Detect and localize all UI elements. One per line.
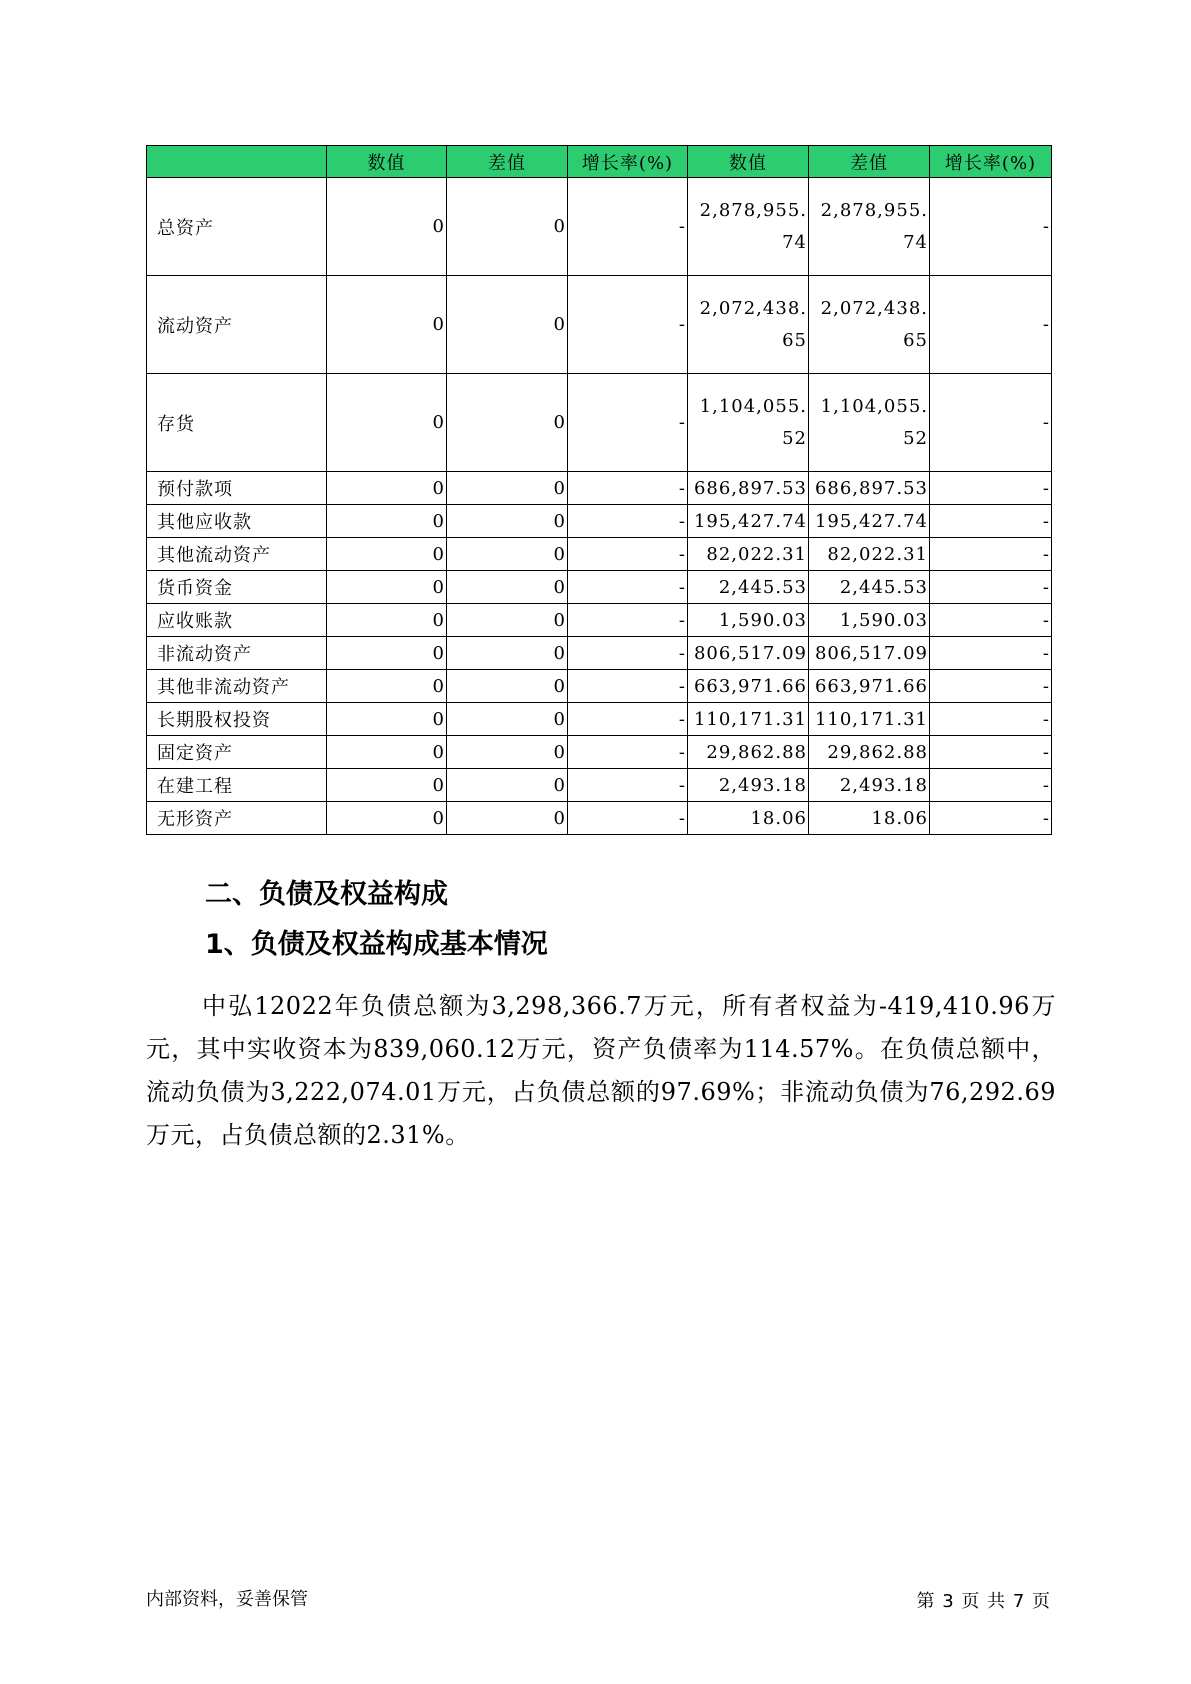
table-row	[147, 670, 1052, 703]
table-row	[147, 472, 1052, 505]
diff-cell: 0	[447, 670, 568, 703]
row-label: 货币资金	[147, 571, 327, 604]
value-cell: 29,862.88	[688, 736, 809, 769]
value-cell: 0	[327, 571, 447, 604]
table-row	[147, 571, 1052, 604]
growth-rate-cell: -	[568, 571, 688, 604]
value-cell: 0	[327, 178, 447, 276]
section-heading: 二、负债及权益构成	[205, 879, 448, 910]
growth-rate-cell: -	[568, 604, 688, 637]
diff-cell	[809, 374, 930, 472]
value-cell: 806,517.09	[688, 637, 809, 670]
row-label: 其他非流动资产	[147, 670, 327, 703]
row-label: 预付款项	[147, 472, 327, 505]
row-label: 非流动资产	[147, 637, 327, 670]
value-cell: 0	[327, 538, 447, 571]
growth-rate-cell: -	[930, 802, 1052, 835]
wrapped-number: 2,878,955.74	[820, 199, 928, 253]
diff-cell: 0	[447, 637, 568, 670]
row-label: 应收账款	[147, 604, 327, 637]
diff-cell: 0	[447, 571, 568, 604]
table-row	[147, 276, 1052, 374]
value-cell: 110,171.31	[688, 703, 809, 736]
growth-rate-cell: -	[568, 670, 688, 703]
wrapped-number: 2,072,438.65	[820, 297, 928, 351]
table-row	[147, 374, 1052, 472]
diff-cell: 1,590.03	[809, 604, 930, 637]
value-cell	[688, 374, 809, 472]
wrapped-number: 2,878,955.74	[699, 199, 807, 253]
diff-cell: 0	[447, 703, 568, 736]
table-row	[147, 703, 1052, 736]
value-cell: 663,971.66	[688, 670, 809, 703]
growth-rate-cell: -	[930, 538, 1052, 571]
wrapped-number: 1,104,055.52	[820, 395, 928, 449]
table-row	[147, 604, 1052, 637]
value-cell: 0	[327, 802, 447, 835]
value-cell: 0	[327, 374, 447, 472]
table-row	[147, 505, 1052, 538]
growth-rate-cell: -	[930, 571, 1052, 604]
growth-rate-cell: -	[930, 736, 1052, 769]
growth-rate-cell: -	[930, 703, 1052, 736]
growth-rate-cell: -	[930, 505, 1052, 538]
growth-rate-cell: -	[568, 374, 688, 472]
row-label: 在建工程	[147, 769, 327, 802]
header-cell: 差值	[447, 146, 568, 178]
growth-rate-cell: -	[568, 736, 688, 769]
value-cell: 1,590.03	[688, 604, 809, 637]
growth-rate-cell: -	[930, 769, 1052, 802]
value-cell: 195,427.74	[688, 505, 809, 538]
diff-cell: 0	[447, 374, 568, 472]
header-cell: 数值	[327, 146, 447, 178]
growth-rate-cell: -	[568, 802, 688, 835]
diff-cell: 0	[447, 736, 568, 769]
growth-rate-cell: -	[930, 472, 1052, 505]
value-cell: 2,493.18	[688, 769, 809, 802]
diff-cell: 686,897.53	[809, 472, 930, 505]
table-header-row	[147, 146, 1052, 178]
diff-cell: 0	[447, 472, 568, 505]
diff-cell: 0	[447, 604, 568, 637]
value-cell: 18.06	[688, 802, 809, 835]
diff-cell: 2,493.18	[809, 769, 930, 802]
value-cell	[688, 178, 809, 276]
table-row	[147, 769, 1052, 802]
diff-cell: 82,022.31	[809, 538, 930, 571]
row-label: 长期股权投资	[147, 703, 327, 736]
growth-rate-cell: -	[568, 276, 688, 374]
table-row	[147, 802, 1052, 835]
value-cell: 0	[327, 472, 447, 505]
header-cell: 数值	[688, 146, 809, 178]
diff-cell: 110,171.31	[809, 703, 930, 736]
body-paragraph	[146, 985, 1056, 1157]
header-cell: 增长率(%)	[930, 146, 1052, 178]
growth-rate-cell: -	[568, 637, 688, 670]
diff-cell: 806,517.09	[809, 637, 930, 670]
table-row	[147, 538, 1052, 571]
header-cell: 增长率(%)	[568, 146, 688, 178]
section-subheading: 1、负债及权益构成基本情况	[205, 929, 548, 960]
value-cell: 0	[327, 769, 447, 802]
footer-confidential-note: 内部资料，妥善保管	[146, 1589, 308, 1610]
row-label: 流动资产	[147, 276, 327, 374]
row-label: 其他流动资产	[147, 538, 327, 571]
value-cell: 686,897.53	[688, 472, 809, 505]
growth-rate-cell: -	[568, 769, 688, 802]
asset-comparison-table	[146, 145, 1052, 835]
footer-page-number: 第 3 页 共 7 页	[916, 1591, 1051, 1612]
row-label: 总资产	[147, 178, 327, 276]
header-cell: 差值	[809, 146, 930, 178]
table-row	[147, 637, 1052, 670]
header-cell	[147, 146, 327, 178]
growth-rate-cell: -	[930, 604, 1052, 637]
diff-cell: 0	[447, 769, 568, 802]
value-cell: 0	[327, 505, 447, 538]
growth-rate-cell: -	[930, 178, 1052, 276]
value-cell: 0	[327, 703, 447, 736]
diff-cell: 0	[447, 538, 568, 571]
diff-cell: 18.06	[809, 802, 930, 835]
growth-rate-cell: -	[568, 178, 688, 276]
row-label: 固定资产	[147, 736, 327, 769]
row-label: 其他应收款	[147, 505, 327, 538]
table-row	[147, 178, 1052, 276]
wrapped-number: 2,072,438.65	[699, 297, 807, 351]
paragraph-text: 中弘12022年负债总额为3,298,366.7万元，所有者权益为-419,410.96万元，其中实收资本为839,060.12万元，资产负债率为114.57%。在负债总额中，流动负债为3,222,074.01万元，占负债总额的97.69%；非流动负债为76,292.69万元，占负债总额的2.31%。	[146, 992, 1056, 1149]
growth-rate-cell: -	[568, 538, 688, 571]
growth-rate-cell: -	[930, 637, 1052, 670]
diff-cell: 29,862.88	[809, 736, 930, 769]
row-label: 存货	[147, 374, 327, 472]
diff-cell: 0	[447, 505, 568, 538]
table-row	[147, 736, 1052, 769]
growth-rate-cell: -	[568, 472, 688, 505]
wrapped-number: 1,104,055.52	[699, 395, 807, 449]
growth-rate-cell: -	[930, 670, 1052, 703]
growth-rate-cell: -	[568, 505, 688, 538]
value-cell: 0	[327, 604, 447, 637]
diff-cell	[809, 178, 930, 276]
diff-cell: 0	[447, 802, 568, 835]
growth-rate-cell: -	[930, 374, 1052, 472]
diff-cell	[809, 276, 930, 374]
value-cell: 0	[327, 637, 447, 670]
value-cell: 82,022.31	[688, 538, 809, 571]
diff-cell: 195,427.74	[809, 505, 930, 538]
growth-rate-cell: -	[930, 276, 1052, 374]
diff-cell: 663,971.66	[809, 670, 930, 703]
growth-rate-cell: -	[568, 703, 688, 736]
row-label: 无形资产	[147, 802, 327, 835]
value-cell: 0	[327, 670, 447, 703]
value-cell: 0	[327, 276, 447, 374]
value-cell: 2,445.53	[688, 571, 809, 604]
diff-cell: 2,445.53	[809, 571, 930, 604]
diff-cell: 0	[447, 178, 568, 276]
diff-cell: 0	[447, 276, 568, 374]
value-cell	[688, 276, 809, 374]
value-cell: 0	[327, 736, 447, 769]
